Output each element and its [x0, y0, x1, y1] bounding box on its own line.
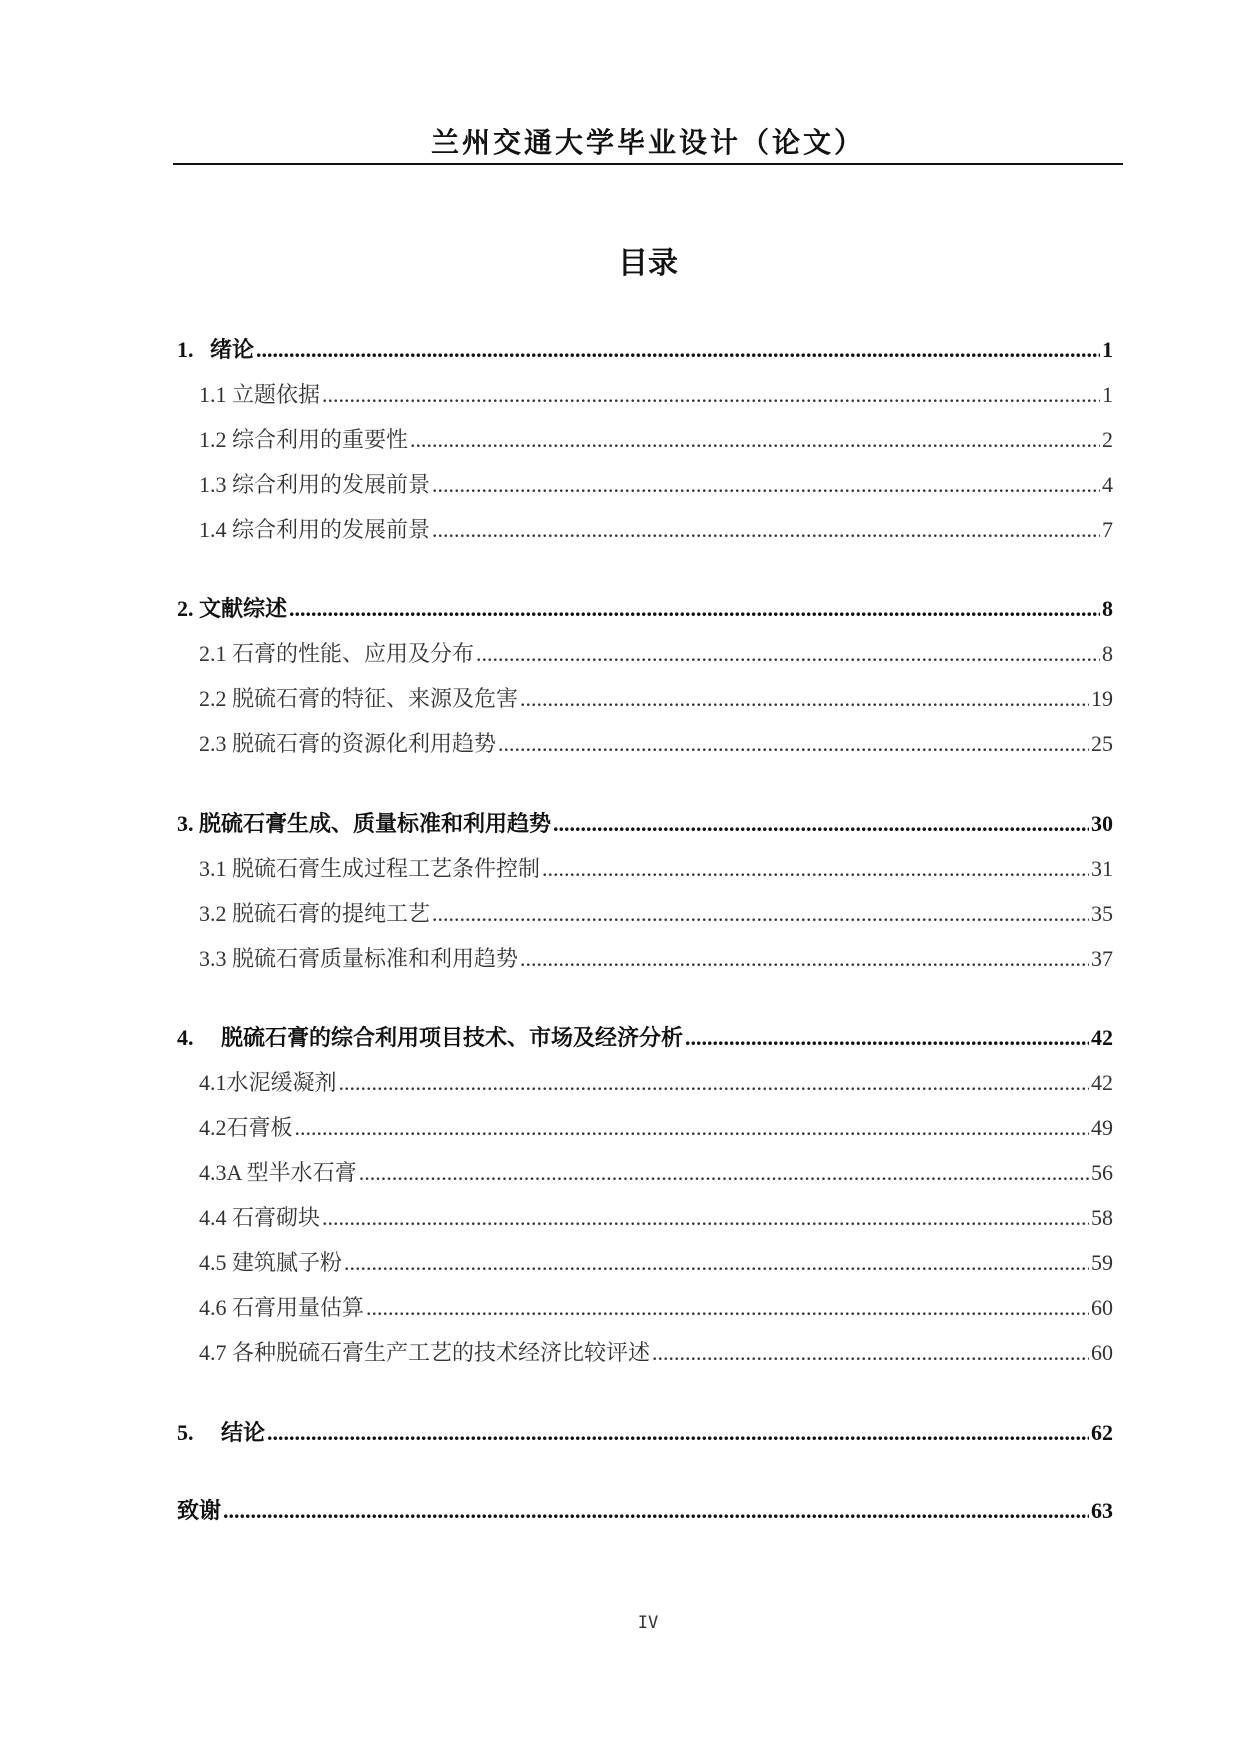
- toc-section-entry[interactable]: [199, 1291, 1113, 1325]
- toc-entry-page-number: 25: [1091, 731, 1113, 756]
- toc-entry-number: 3.3: [199, 946, 227, 971]
- toc-section-entry[interactable]: [199, 423, 1113, 457]
- toc-entry-label: 脱硫石膏的特征、来源及危害: [232, 686, 519, 711]
- toc-entry-label: 致谢: [177, 1498, 222, 1523]
- toc-entry-page-number: 37: [1091, 946, 1113, 971]
- toc-section-entry[interactable]: [199, 727, 1113, 761]
- toc-dot-leader: [267, 1420, 1089, 1446]
- toc-dot-leader: [542, 856, 1089, 882]
- toc-title: 目录: [618, 246, 678, 281]
- toc-dot-leader: [366, 1295, 1089, 1321]
- toc-dot-leader: [410, 427, 1100, 453]
- toc-dot-leader: [359, 1160, 1089, 1186]
- toc-dot-leader: [344, 1250, 1089, 1276]
- toc-entry-page-number: 2: [1102, 427, 1113, 452]
- toc-section-entry[interactable]: [199, 1201, 1113, 1235]
- toc-section-entry[interactable]: [199, 468, 1113, 502]
- toc-entry-page-number: 35: [1091, 901, 1113, 926]
- toc-entry-label: 综合利用的发展前景: [232, 517, 431, 542]
- toc-section-entry[interactable]: [199, 1246, 1113, 1280]
- toc-entry-label: 石膏的性能、应用及分布: [232, 641, 475, 666]
- toc-entry-label: 立题依据: [232, 382, 321, 407]
- toc-entry-label: 石膏砌块: [232, 1205, 321, 1230]
- toc-entry-label: 文献综述: [199, 596, 288, 621]
- toc-section-entry[interactable]: [199, 637, 1113, 671]
- toc-entry-label: 脱硫石膏的资源化利用趋势: [232, 731, 497, 756]
- toc-entry-label: 结论: [221, 1420, 266, 1445]
- toc-entry-number: 4.5: [199, 1250, 227, 1275]
- toc-entry-number: 1.4: [199, 517, 227, 542]
- toc-chapter-entry[interactable]: [177, 1416, 1113, 1450]
- toc-entry-page-number: 7: [1102, 517, 1113, 542]
- toc-chapter-entry[interactable]: [177, 592, 1113, 626]
- toc-entry-number: 2.: [177, 596, 194, 621]
- toc-entry-label: 各种脱硫石膏生产工艺的技术经济比较评述: [232, 1340, 651, 1365]
- toc-entry-page-number: 59: [1091, 1250, 1113, 1275]
- toc-entry-page-number: 49: [1091, 1115, 1113, 1140]
- toc-entry-page-number: 42: [1091, 1025, 1113, 1050]
- footer-page-number: IV: [637, 1613, 659, 1633]
- toc-entry-number: 5.: [177, 1420, 194, 1445]
- toc-section-entry[interactable]: [199, 1111, 1113, 1145]
- toc-entry-number: 4.: [177, 1025, 194, 1050]
- toc-entry-number: 2.3: [199, 731, 227, 756]
- toc-entry-label: 石膏板: [226, 1115, 293, 1140]
- toc-entry-gap: [194, 337, 211, 363]
- toc-dot-leader: [256, 337, 1100, 363]
- toc-entry-page-number: 4: [1102, 472, 1113, 497]
- toc-entry-page-number: 42: [1091, 1070, 1113, 1095]
- toc-entry-number: 1.1: [199, 382, 227, 407]
- toc-section-entry[interactable]: [199, 682, 1113, 716]
- toc-entry-gap: [194, 1420, 222, 1446]
- toc-dot-leader: [520, 946, 1089, 972]
- toc-entry-page-number: 60: [1091, 1340, 1113, 1365]
- toc-entry-page-number: 56: [1091, 1160, 1113, 1185]
- toc-dot-leader: [652, 1340, 1089, 1366]
- toc-dot-leader: [289, 596, 1100, 622]
- toc-dot-leader: [476, 641, 1100, 667]
- toc-dot-leader: [685, 1025, 1089, 1051]
- toc-entry-label: 脱硫石膏生成、质量标准和利用趋势: [199, 811, 552, 836]
- toc-entry-label: 水泥缓凝剂: [226, 1070, 337, 1095]
- toc-entry-page-number: 1: [1102, 337, 1113, 362]
- toc-section-entry[interactable]: [199, 1336, 1113, 1370]
- toc-entry-number: 4.2: [199, 1115, 227, 1140]
- toc-dot-leader: [322, 1205, 1089, 1231]
- toc-chapter-entry[interactable]: [177, 333, 1113, 367]
- toc-section-entry[interactable]: [199, 1156, 1113, 1190]
- toc-entry-label: A 型半水石膏: [226, 1160, 357, 1185]
- toc-section-entry[interactable]: [199, 942, 1113, 976]
- toc-section-entry[interactable]: [199, 897, 1113, 931]
- toc-dot-leader: [295, 1115, 1089, 1141]
- toc-entry-number: 1.3: [199, 472, 227, 497]
- toc-entry-label: 脱硫石膏生成过程工艺条件控制: [232, 856, 541, 881]
- toc-entry-page-number: 63: [1091, 1498, 1113, 1523]
- toc-chapter-entry[interactable]: [177, 1021, 1113, 1055]
- toc-entry-number: 4.3: [199, 1160, 227, 1185]
- toc-entry-label: 综合利用的重要性: [232, 427, 409, 452]
- toc-entry-number: 1.2: [199, 427, 227, 452]
- toc-section-entry[interactable]: [199, 378, 1113, 412]
- toc-entry-number: 3.1: [199, 856, 227, 881]
- toc-entry-number: 4.7: [199, 1340, 227, 1365]
- toc-entry-page-number: 19: [1091, 686, 1113, 711]
- toc-entry-page-number: 62: [1091, 1420, 1113, 1445]
- toc-entry-page-number: 60: [1091, 1295, 1113, 1320]
- toc-entry-number: 4.1: [199, 1070, 227, 1095]
- toc-entry-label: 建筑腻子粉: [232, 1250, 343, 1275]
- toc-entry-page-number: 1: [1102, 382, 1113, 407]
- toc-entry-label: 脱硫石膏的提纯工艺: [232, 901, 431, 926]
- toc-entry-page-number: 8: [1102, 596, 1113, 621]
- toc-dot-leader: [339, 1070, 1089, 1096]
- toc-chapter-entry[interactable]: [177, 1494, 1113, 1528]
- toc-dot-leader: [520, 686, 1089, 712]
- toc-entry-page-number: 31: [1091, 856, 1113, 881]
- toc-entry-label: 综合利用的发展前景: [232, 472, 431, 497]
- toc-entry-page-number: 30: [1091, 811, 1113, 836]
- toc-entry-number: 4.6: [199, 1295, 227, 1320]
- toc-dot-leader: [322, 382, 1100, 408]
- running-header-title: 兰州交通大学毕业设计（论文）: [430, 126, 865, 159]
- toc-entry-number: 4.4: [199, 1205, 227, 1230]
- toc-entry-number: 2.2: [199, 686, 227, 711]
- toc-chapter-entry[interactable]: [177, 807, 1113, 841]
- toc-dot-leader: [432, 517, 1100, 543]
- toc-entry-label: 石膏用量估算: [232, 1295, 365, 1320]
- toc-entry-label: 绪论: [210, 337, 255, 362]
- toc-entry-number: 3.: [177, 811, 194, 836]
- toc-entry-number: 1.: [177, 337, 194, 362]
- toc-section-entry[interactable]: [199, 1066, 1113, 1100]
- toc-entry-number: 3.2: [199, 901, 227, 926]
- toc-entry-label: 脱硫石膏的综合利用项目技术、市场及经济分析: [221, 1025, 684, 1050]
- toc-entry-number: 2.1: [199, 641, 227, 666]
- toc-dot-leader: [432, 472, 1100, 498]
- toc-entry-page-number: 58: [1091, 1205, 1113, 1230]
- toc-dot-leader: [553, 811, 1089, 837]
- toc-entry-page-number: 8: [1102, 641, 1113, 666]
- toc-dot-leader: [498, 731, 1089, 757]
- toc-section-entry[interactable]: [199, 513, 1113, 547]
- toc-entry-gap: [194, 1025, 222, 1051]
- toc-dot-leader: [432, 901, 1089, 927]
- toc-entry-label: 脱硫石膏质量标准和利用趋势: [232, 946, 519, 971]
- toc-dot-leader: [223, 1498, 1089, 1524]
- toc-section-entry[interactable]: [199, 852, 1113, 886]
